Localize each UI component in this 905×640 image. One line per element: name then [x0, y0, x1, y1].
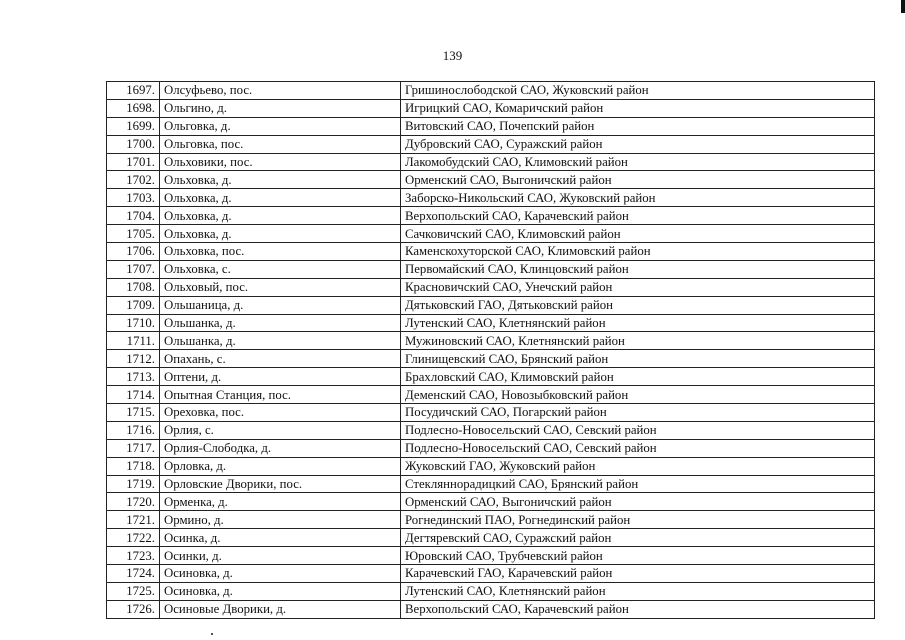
- row-number: 1714.: [107, 386, 160, 404]
- settlements-table: [106, 81, 875, 619]
- table-row: [107, 386, 875, 404]
- settlement-name: Ольховики, пос.: [160, 153, 401, 171]
- settlement-name: Опахань, с.: [160, 350, 401, 368]
- table-row: [107, 314, 875, 332]
- table-row: [107, 582, 875, 600]
- table-row: [107, 243, 875, 261]
- row-number: 1713.: [107, 368, 160, 386]
- administrative-district: Первомайский САО, Клинцовский район: [401, 260, 875, 278]
- administrative-district: Брахловский САО, Климовский район: [401, 368, 875, 386]
- table-row: [107, 207, 875, 225]
- settlement-name: Ормино, д.: [160, 511, 401, 529]
- settlement-name: Осиновка, д.: [160, 565, 401, 583]
- administrative-district: Заборско-Никольский САО, Жуковский район: [401, 189, 875, 207]
- row-number: 1724.: [107, 565, 160, 583]
- administrative-district: Дубровский САО, Суражский район: [401, 135, 875, 153]
- administrative-district: Карачевский ГАО, Карачевский район: [401, 565, 875, 583]
- settlement-name: Осиновые Дворики, д.: [160, 600, 401, 618]
- row-number: 1703.: [107, 189, 160, 207]
- row-number: 1726.: [107, 600, 160, 618]
- row-number: 1699.: [107, 117, 160, 135]
- settlement-name: Ольховка, д.: [160, 189, 401, 207]
- settlement-name: Опытная Станция, пос.: [160, 386, 401, 404]
- table-row: [107, 511, 875, 529]
- settlement-name: Осинка, д.: [160, 529, 401, 547]
- row-number: 1710.: [107, 314, 160, 332]
- table-row: [107, 404, 875, 422]
- row-number: 1725.: [107, 582, 160, 600]
- settlement-name: Ольховка, д.: [160, 225, 401, 243]
- administrative-district: Орменский САО, Выгоничский район: [401, 171, 875, 189]
- settlement-name: Ольховка, с.: [160, 260, 401, 278]
- row-number: 1707.: [107, 260, 160, 278]
- table-row: [107, 332, 875, 350]
- table-row: [107, 117, 875, 135]
- table-row: [107, 153, 875, 171]
- settlement-name: Ольшанка, д.: [160, 314, 401, 332]
- row-number: 1708.: [107, 278, 160, 296]
- row-number: 1706.: [107, 243, 160, 261]
- row-number: 1698.: [107, 99, 160, 117]
- table-body: [107, 82, 875, 619]
- administrative-district: Сачковичский САО, Климовский район: [401, 225, 875, 243]
- table-row: [107, 82, 875, 100]
- administrative-district: Глинищевский САО, Брянский район: [401, 350, 875, 368]
- administrative-district: Верхопольский САО, Карачевский район: [401, 207, 875, 225]
- table-row: [107, 99, 875, 117]
- table-row: [107, 278, 875, 296]
- row-number: 1712.: [107, 350, 160, 368]
- row-number: 1716.: [107, 421, 160, 439]
- row-number: 1701.: [107, 153, 160, 171]
- table-row: [107, 135, 875, 153]
- table-row: [107, 189, 875, 207]
- administrative-district: Дятьковский ГАО, Дятьковский район: [401, 296, 875, 314]
- table-row: [107, 421, 875, 439]
- administrative-district: Жуковский ГАО, Жуковский район: [401, 457, 875, 475]
- administrative-district: Подлесно-Новосельский САО, Севский район: [401, 439, 875, 457]
- administrative-district: Лутенский САО, Клетнянский район: [401, 314, 875, 332]
- administrative-district: Каменскохуторской САО, Климовский район: [401, 243, 875, 261]
- table-row: [107, 565, 875, 583]
- settlement-name: Орловские Дворики, пос.: [160, 475, 401, 493]
- settlement-name: Олсуфьево, пос.: [160, 82, 401, 100]
- settlement-name: Ольшаница, д.: [160, 296, 401, 314]
- row-number: 1721.: [107, 511, 160, 529]
- administrative-district: Дегтяревский САО, Суражский район: [401, 529, 875, 547]
- table-row: [107, 368, 875, 386]
- row-number: 1717.: [107, 439, 160, 457]
- settlement-name: Ольховка, пос.: [160, 243, 401, 261]
- settlement-name: Ольгино, д.: [160, 99, 401, 117]
- settlement-name: Осинки, д.: [160, 547, 401, 565]
- row-number: 1702.: [107, 171, 160, 189]
- table-row: [107, 439, 875, 457]
- table-row: [107, 457, 875, 475]
- settlement-name: Орловка, д.: [160, 457, 401, 475]
- administrative-district: Орменский САО, Выгоничский район: [401, 493, 875, 511]
- settlement-name: Оптени, д.: [160, 368, 401, 386]
- administrative-district: Витовский САО, Почепский район: [401, 117, 875, 135]
- row-number: 1709.: [107, 296, 160, 314]
- row-number: 1700.: [107, 135, 160, 153]
- row-number: 1711.: [107, 332, 160, 350]
- row-number: 1705.: [107, 225, 160, 243]
- settlement-name: Ольговка, пос.: [160, 135, 401, 153]
- settlement-name: Орменка, д.: [160, 493, 401, 511]
- administrative-district: Красновичский САО, Унечский район: [401, 278, 875, 296]
- row-number: 1722.: [107, 529, 160, 547]
- row-number: 1720.: [107, 493, 160, 511]
- row-number: 1718.: [107, 457, 160, 475]
- table-row: [107, 529, 875, 547]
- table-row: [107, 296, 875, 314]
- table-row: [107, 225, 875, 243]
- administrative-district: Верхопольский САО, Карачевский район: [401, 600, 875, 618]
- table-row: [107, 547, 875, 565]
- settlement-name: Ореховка, пос.: [160, 404, 401, 422]
- administrative-district: Лакомобудский САО, Климовский район: [401, 153, 875, 171]
- row-number: 1719.: [107, 475, 160, 493]
- settlement-name: Орлия-Слободка, д.: [160, 439, 401, 457]
- settlement-name: Осиновка, д.: [160, 582, 401, 600]
- administrative-district: Стекляннорадицкий САО, Брянский район: [401, 475, 875, 493]
- table-row: [107, 493, 875, 511]
- table-row: [107, 350, 875, 368]
- administrative-district: Мужиновский САО, Клетнянский район: [401, 332, 875, 350]
- administrative-district: Гришинослободской САО, Жуковский район: [401, 82, 875, 100]
- administrative-district: Посудичский САО, Погарский район: [401, 404, 875, 422]
- table-row: [107, 475, 875, 493]
- settlement-name: Ольховка, д.: [160, 171, 401, 189]
- settlement-name: Ольшанка, д.: [160, 332, 401, 350]
- table-row: [107, 171, 875, 189]
- administrative-district: Подлесно-Новосельский САО, Севский район: [401, 421, 875, 439]
- administrative-district: Юровский САО, Трубчевский район: [401, 547, 875, 565]
- table-row: [107, 260, 875, 278]
- scan-edge-mark: [901, 0, 905, 13]
- settlement-name: Орлия, с.: [160, 421, 401, 439]
- scan-speck: [211, 633, 213, 635]
- administrative-district: Рогнединский ПАО, Рогнединский район: [401, 511, 875, 529]
- row-number: 1704.: [107, 207, 160, 225]
- settlement-name: Ольговка, д.: [160, 117, 401, 135]
- administrative-district: Лутенский САО, Клетнянский район: [401, 582, 875, 600]
- settlement-name: Ольховка, д.: [160, 207, 401, 225]
- table-row: [107, 600, 875, 618]
- row-number: 1715.: [107, 404, 160, 422]
- row-number: 1697.: [107, 82, 160, 100]
- administrative-district: Игрицкий САО, Комаричский район: [401, 99, 875, 117]
- row-number: 1723.: [107, 547, 160, 565]
- administrative-district: Деменский САО, Новозыбковский район: [401, 386, 875, 404]
- settlement-name: Ольховый, пос.: [160, 278, 401, 296]
- page-number: 139: [442, 48, 463, 63]
